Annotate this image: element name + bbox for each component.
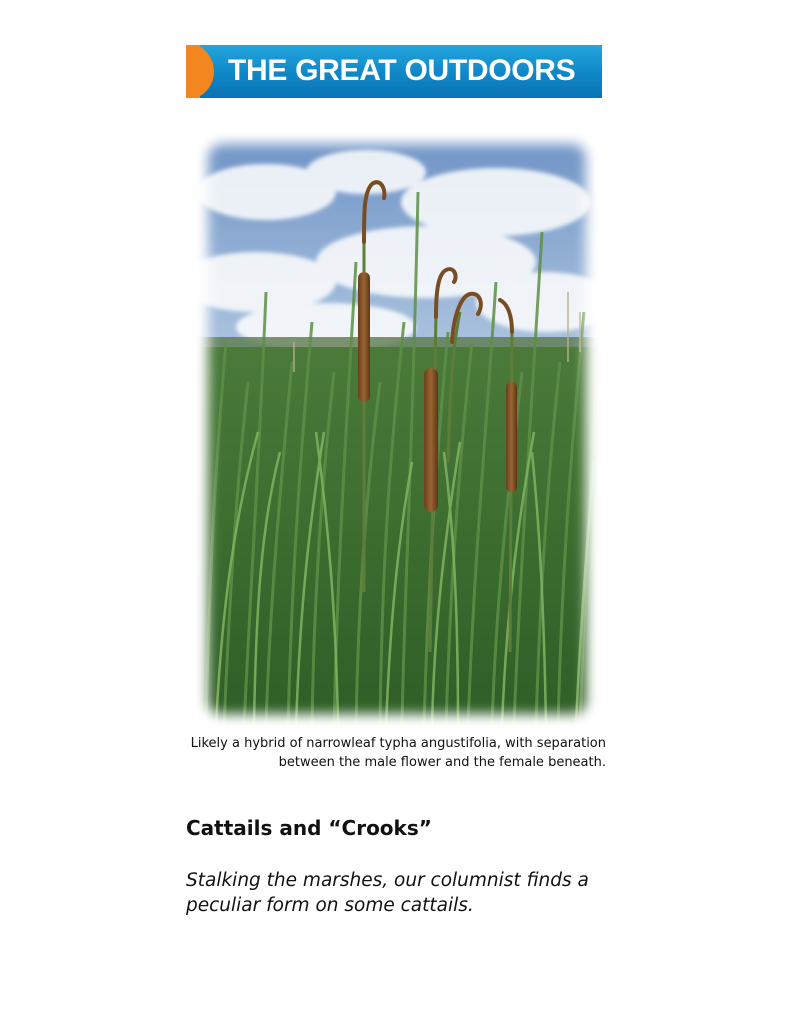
section-banner xyxy=(186,45,602,98)
article-headline: Cattails and “Crooks” xyxy=(186,816,432,840)
banner-title: THE GREAT OUTDOORS xyxy=(228,54,576,87)
cattail-photo-illustration xyxy=(196,132,598,726)
banner-orange-half-circle xyxy=(186,45,214,98)
article-dek: Stalking the marshes, our columnist finds a peculiar form on some cattails. xyxy=(186,870,589,916)
photo-caption: Likely a hybrid of narrowleaf typha angustifolia, with separation between the male flower and the female beneath. xyxy=(190,736,606,770)
cattail-photo xyxy=(196,132,598,726)
